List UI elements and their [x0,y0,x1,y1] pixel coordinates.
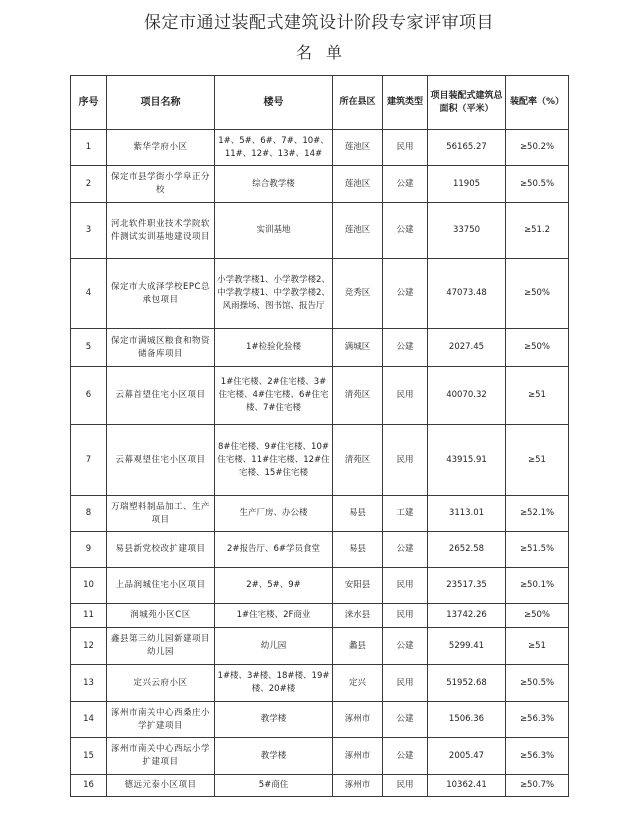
cell-type: 公建 [383,628,428,665]
cell-type: 公建 [383,166,428,203]
cell-rate: ≥50.5% [506,166,569,203]
cell-type: 公建 [383,702,428,738]
cell-rate: ≥56.3% [506,738,569,775]
table-row [71,568,569,604]
cell-building: 小学教学楼1、小学教学楼2、中学教学楼1、中学教学楼2、风雨操场、图书馆、报告厅 [215,259,333,329]
cell-building: 教学楼 [215,738,333,775]
cell-area: 1506.36 [428,702,506,738]
cell-type: 公建 [383,532,428,568]
cell-type: 公建 [383,738,428,775]
cell-rate: ≥50% [506,329,569,367]
cell-no: 1 [71,130,107,166]
cell-no: 9 [71,532,107,568]
header-rate: 装配率（%） [506,76,569,130]
cell-rate: ≥50.7% [506,775,569,797]
cell-rate: ≥50.5% [506,665,569,702]
cell-type: 公建 [383,329,428,367]
cell-rate: ≥52.1% [506,496,569,532]
table-row [71,329,569,367]
cell-area: 51952.68 [428,665,506,702]
cell-area: 47073.48 [428,259,506,329]
header-building: 楼号 [215,76,333,130]
cell-district: 满城区 [333,329,383,367]
table-row [71,425,569,496]
cell-name: 鑫县第三幼儿园新建项目幼儿园 [107,628,215,665]
cell-building: 实训基地 [215,203,333,259]
cell-building: 2#报告厅、6#学员食堂 [215,532,333,568]
cell-name: 涿州市南关中心西坛小学扩建项目 [107,738,215,775]
cell-name: 紫华学府小区 [107,130,215,166]
cell-building: 2#、5#、9# [215,568,333,604]
cell-no: 3 [71,203,107,259]
cell-district: 涿州市 [333,738,383,775]
table-row [71,738,569,775]
cell-no: 5 [71,329,107,367]
cell-building: 1#检验化验楼 [215,329,333,367]
header-no: 序号 [71,76,107,130]
document-subtitle: 名单 [295,43,356,62]
document-title: 保定市通过装配式建筑设计阶段专家评审项目 [144,13,494,33]
cell-building: 1#住宅楼、2F商业 [215,604,333,628]
table-row [71,702,569,738]
cell-name: 云幕首望住宅小区项目 [107,367,215,425]
cell-type: 民用 [383,775,428,797]
cell-area: 2005.47 [428,738,506,775]
cell-building: 8#住宅楼、9#住宅楼、10#住宅楼、11#住宅楼、12#住宅楼、15#住宅楼 [215,425,333,496]
cell-rate: ≥50% [506,259,569,329]
cell-no: 10 [71,568,107,604]
cell-district: 涞水县 [333,604,383,628]
cell-building: 1#、5#、6#、7#、10#、11#、12#、13#、14# [215,130,333,166]
cell-rate: ≥50% [506,604,569,628]
cell-name: 保定市县学街小学阜正分校 [107,166,215,203]
cell-area: 2027.45 [428,329,506,367]
cell-no: 16 [71,775,107,797]
cell-district: 安阳县 [333,568,383,604]
cell-type: 民用 [383,568,428,604]
cell-building: 幼儿园 [215,628,333,665]
cell-rate: ≥50.1% [506,568,569,604]
cell-building: 综合教学楼 [215,166,333,203]
cell-no: 8 [71,496,107,532]
table-header-row [71,76,569,130]
table-row [71,203,569,259]
cell-type: 工建 [383,496,428,532]
cell-building: 生产厂房、办公楼 [215,496,333,532]
cell-area: 56165.27 [428,130,506,166]
cell-type: 民用 [383,604,428,628]
cell-no: 14 [71,702,107,738]
cell-type: 民用 [383,130,428,166]
cell-district: 易县 [333,532,383,568]
header-area: 项目装配式建筑总面积（平米） [428,76,506,130]
cell-name: 保定市满城区粮食和物资储备库项目 [107,329,215,367]
cell-no: 13 [71,665,107,702]
cell-building: 1#楼、3#楼、18#楼、19#楼、20#楼 [215,665,333,702]
table-row [71,665,569,702]
cell-no: 12 [71,628,107,665]
cell-rate: ≥56.3% [506,702,569,738]
cell-type: 民用 [383,665,428,702]
cell-rate: ≥51 [506,628,569,665]
cell-name: 万瑞塑料制品加工、生产项目 [107,496,215,532]
cell-district: 莲池区 [333,130,383,166]
cell-area: 5299.41 [428,628,506,665]
cell-district: 易县 [333,496,383,532]
cell-area: 2652.58 [428,532,506,568]
cell-building: 5#商住 [215,775,333,797]
table-row [71,628,569,665]
cell-rate: ≥51.2 [506,203,569,259]
cell-district: 涿州市 [333,775,383,797]
cell-rate: ≥50.2% [506,130,569,166]
cell-no: 4 [71,259,107,329]
table-row [71,775,569,797]
cell-area: 40070.32 [428,367,506,425]
table-row [71,532,569,568]
cell-name: 德远元泰小区项目 [107,775,215,797]
cell-building: 教学楼 [215,702,333,738]
cell-rate: ≥51 [506,367,569,425]
table-row [71,259,569,329]
table-row [71,166,569,203]
cell-district: 莲池区 [333,166,383,203]
cell-district: 竞秀区 [333,259,383,329]
table-row [71,604,569,628]
cell-name: 定兴云府小区 [107,665,215,702]
cell-name: 河北软件职业技术学院软件测试实训基地建设项目 [107,203,215,259]
cell-area: 3113.01 [428,496,506,532]
cell-area: 13742.26 [428,604,506,628]
cell-no: 15 [71,738,107,775]
cell-district: 莲池区 [333,203,383,259]
cell-no: 7 [71,425,107,496]
cell-rate: ≥51 [506,425,569,496]
cell-type: 民用 [383,367,428,425]
cell-no: 2 [71,166,107,203]
table-row [71,130,569,166]
cell-area: 43915.91 [428,425,506,496]
cell-type: 公建 [383,203,428,259]
project-table [70,75,569,797]
cell-type: 民用 [383,425,428,496]
cell-no: 11 [71,604,107,628]
cell-district: 清苑区 [333,367,383,425]
cell-district: 涿州市 [333,702,383,738]
cell-area: 11905 [428,166,506,203]
cell-name: 易县新党校改扩建项目 [107,532,215,568]
cell-name: 上品润城住宅小区项目 [107,568,215,604]
table-row [71,367,569,425]
cell-type: 公建 [383,259,428,329]
cell-building: 1#住宅楼、2#住宅楼、3#住宅楼、4#住宅楼、6#住宅楼、7#住宅楼 [215,367,333,425]
cell-name: 润城苑小区C区 [107,604,215,628]
cell-no: 6 [71,367,107,425]
cell-name: 保定市大成泽学校EPC总承包项目 [107,259,215,329]
header-type: 建筑类型 [383,76,428,130]
cell-district: 定兴 [333,665,383,702]
cell-district: 清苑区 [333,425,383,496]
cell-name: 云幕观望住宅小区项目 [107,425,215,496]
cell-rate: ≥51.5% [506,532,569,568]
header-name: 项目名称 [107,76,215,130]
header-district: 所在县区 [333,76,383,130]
cell-name: 涿州市南关中心西桑庄小学扩建项目 [107,702,215,738]
cell-area: 33750 [428,203,506,259]
cell-area: 23517.35 [428,568,506,604]
cell-district: 蠡县 [333,628,383,665]
cell-area: 10362.41 [428,775,506,797]
table-row [71,496,569,532]
